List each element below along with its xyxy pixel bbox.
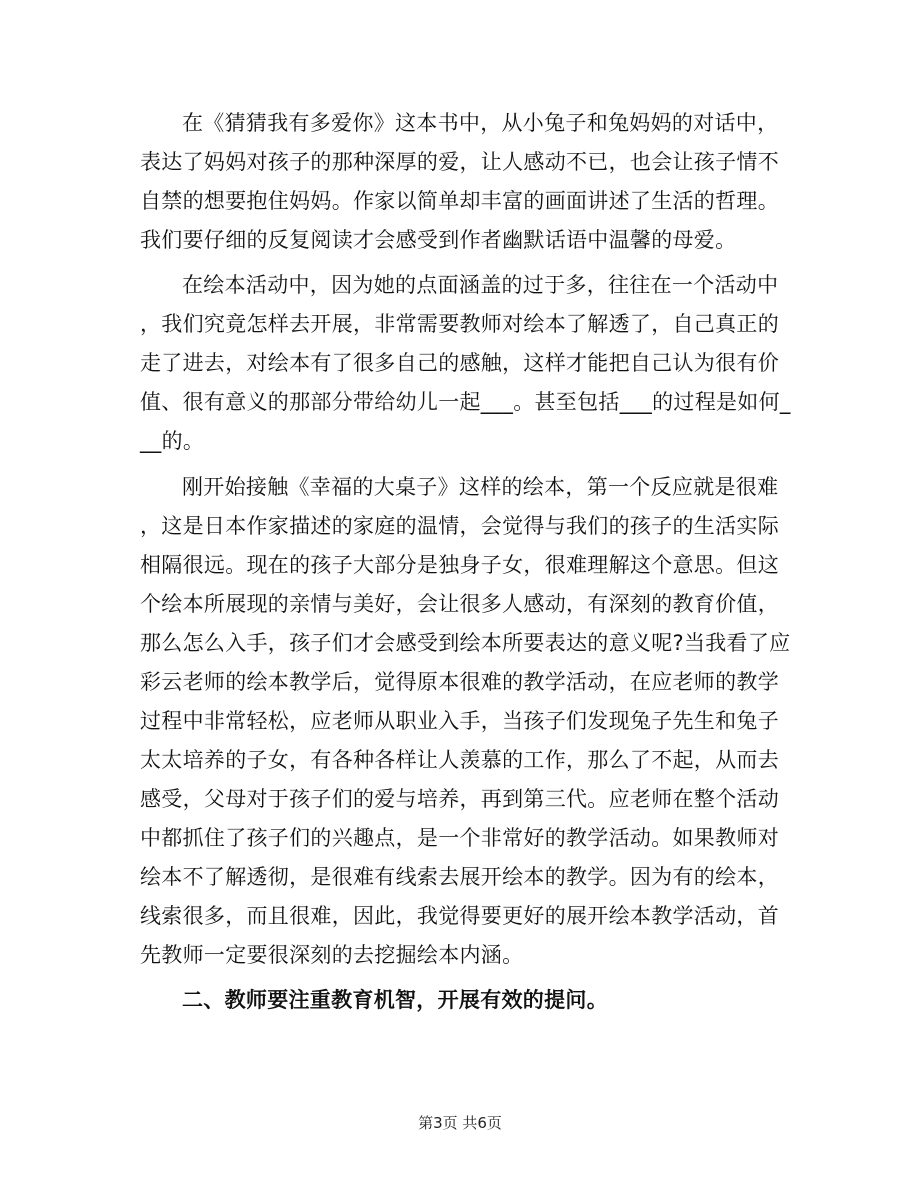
paragraph-2-line-5: __的。 bbox=[140, 429, 205, 453]
paragraph-3-line-13: 先教师一定要很深刻的去挖掘绘本内涵。 bbox=[140, 943, 524, 967]
paragraph-2-line-2: ，我们究竟怎样去开展，非常需要教师对绘本了解透了，自己真正的 bbox=[140, 312, 779, 336]
paragraph-1-line-1: 在《猜猜我有多爱你》这本书中，从小兔子和兔妈妈的对话中， bbox=[182, 111, 779, 135]
paragraph-2-line-4: 值、很有意义的那部分带给幼儿一起___。甚至包括___的过程是如何_ bbox=[140, 390, 791, 414]
paragraph-3-line-5: 那么怎么入手，孩子们才会感受到绘本所要表达的意义呢?当我看了应 bbox=[140, 631, 791, 655]
paragraph-1-line-2: 表达了妈妈对孩子的那种深厚的爱，让人感动不已，也会让孩子情不 bbox=[140, 150, 779, 174]
paragraph-3-line-6: 彩云老师的绘本教学后，觉得原本很难的教学活动，在应老师的教学 bbox=[140, 670, 779, 694]
page-number-footer: 第3页 共6页 bbox=[418, 1114, 502, 1132]
paragraph-2-line-1: 在绘本活动中，因为她的点面涵盖的过于多，往往在一个活动中 bbox=[182, 273, 779, 297]
paragraph-2-line-3: 走了进去，对绘本有了很多自己的感触，这样才能把自己认为很有价 bbox=[140, 351, 779, 375]
paragraph-1-line-4: 我们要仔细的反复阅读才会感受到作者幽默话语中温馨的母爱。 bbox=[140, 228, 737, 252]
paragraph-3-line-10: 中都抓住了孩子们的兴趣点，是一个非常好的教学活动。如果教师对 bbox=[140, 826, 779, 850]
paragraph-3-line-3: 相隔很远。现在的孩子大部分是独身子女，很难理解这个意思。但这 bbox=[140, 553, 779, 577]
paragraph-3-line-1: 刚开始接触《幸福的大桌子》这样的绘本，第一个反应就是很难 bbox=[182, 475, 779, 499]
paragraph-3-line-9: 感受，父母对于孩子们的爱与培养，再到第三代。应老师在整个活动 bbox=[140, 787, 779, 811]
paragraph-3-line-11: 绘本不了解透彻，是很难有线索去展开绘本的教学。因为有的绘本， bbox=[140, 865, 779, 889]
paragraph-3-line-12: 线索很多，而且很难，因此，我觉得要更好的展开绘本教学活动，首 bbox=[140, 904, 779, 928]
paragraph-3-line-7: 过程中非常轻松，应老师从职业入手，当孩子们发现兔子先生和兔子 bbox=[140, 709, 779, 733]
paragraph-3-line-4: 个绘本所展现的亲情与美好，会让很多人感动，有深刻的教育价值， bbox=[140, 592, 779, 616]
section-heading: 二、教师要注重教育机智，开展有效的提问。 bbox=[182, 988, 608, 1012]
paragraph-3-line-8: 太太培养的子女，有各种各样让人羡慕的工作，那么了不起，从而去 bbox=[140, 748, 779, 772]
paragraph-1-line-3: 自禁的想要抱住妈妈。作家以简单却丰富的画面讲述了生活的哲理。 bbox=[140, 189, 779, 213]
paragraph-3-line-2: ，这是日本作家描述的家庭的温情，会觉得与我们的孩子的生活实际 bbox=[140, 514, 779, 538]
